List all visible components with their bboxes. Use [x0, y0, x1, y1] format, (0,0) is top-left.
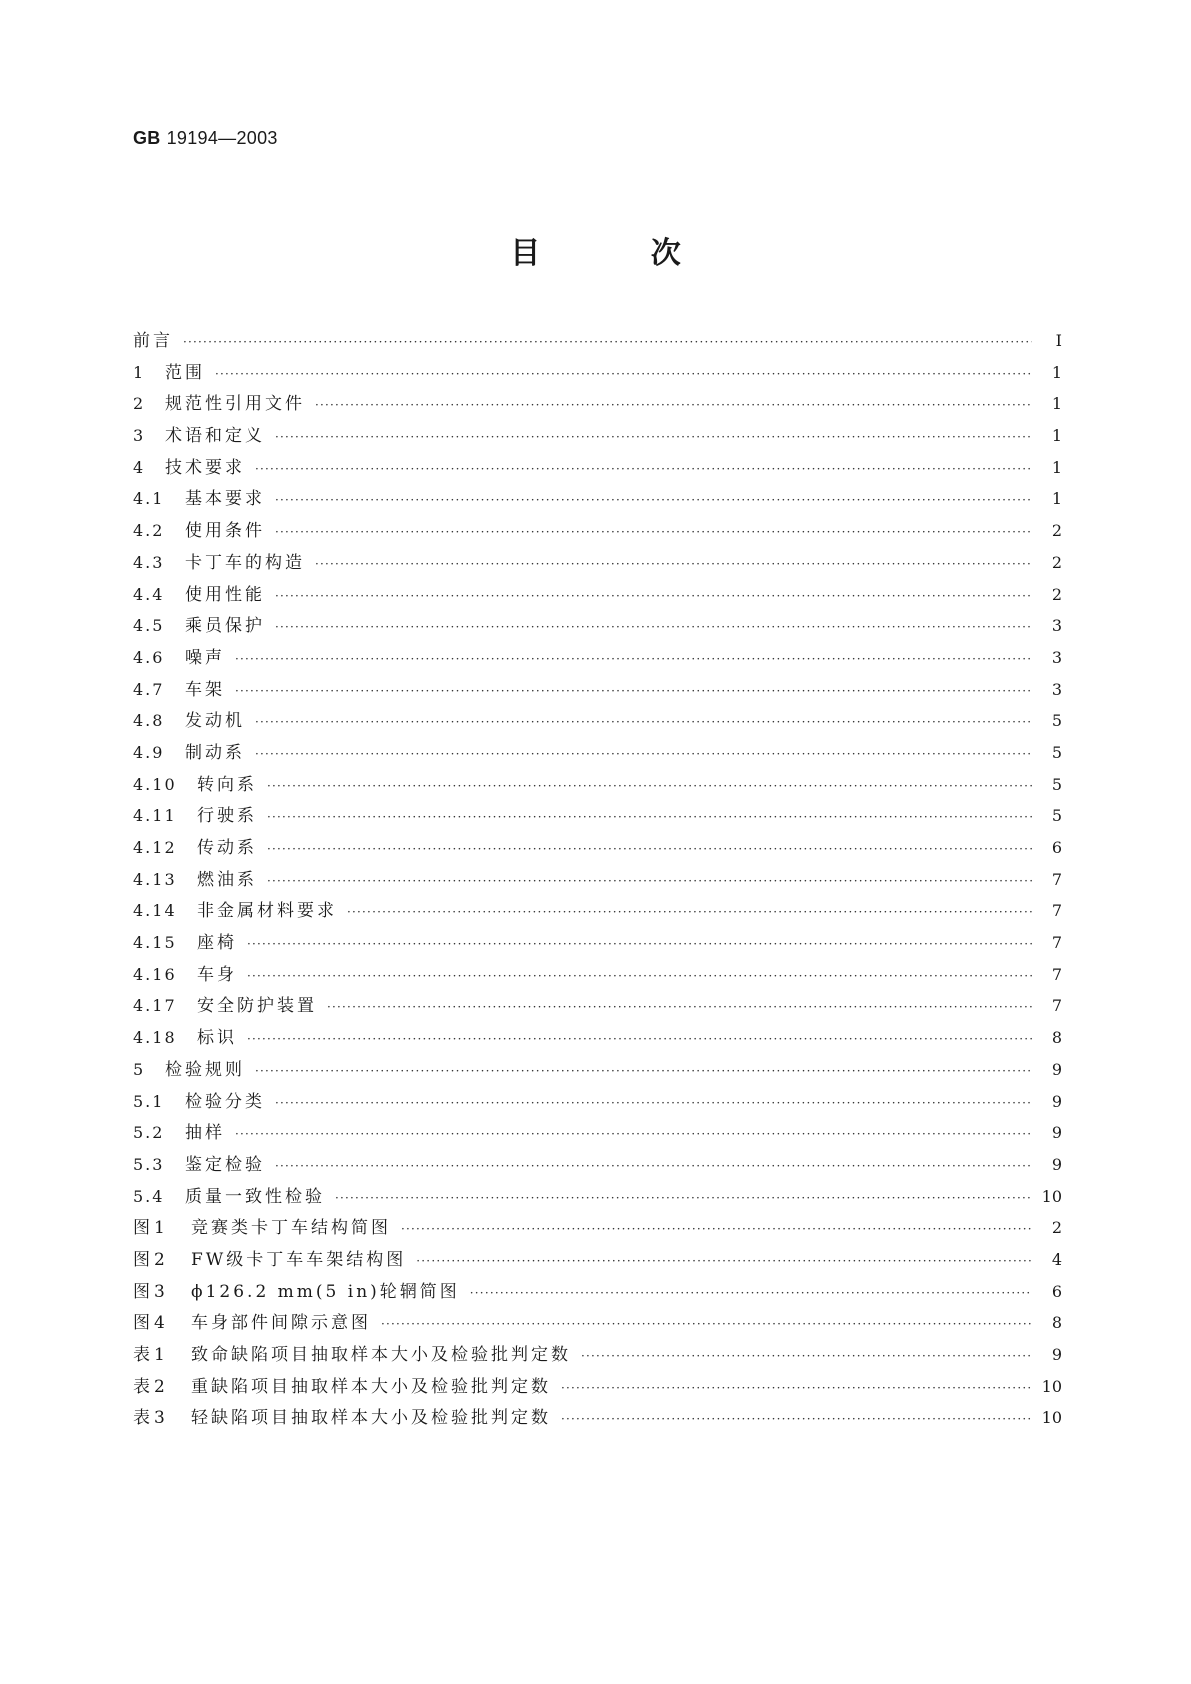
toc-dot-leader [561, 1412, 1032, 1426]
toc-entry[interactable] [133, 770, 1062, 802]
toc-entry-number: 4 [133, 457, 146, 477]
toc-entry[interactable] [133, 421, 1062, 453]
toc-entry-number: 表2 [133, 1376, 169, 1397]
toc-entry-page: 8 [1051, 1028, 1062, 1048]
toc-entry-page: 3 [1051, 679, 1062, 699]
toc-entry-number: 2 [133, 394, 146, 414]
toc-dot-leader [255, 747, 1032, 761]
toc-entry-page: 7 [1051, 996, 1062, 1016]
toc-dot-leader [335, 1191, 1032, 1205]
toc-dot-leader [235, 652, 1032, 666]
toc-entry[interactable] [133, 1372, 1062, 1404]
toc-entry[interactable] [133, 1055, 1062, 1087]
toc-entry[interactable] [133, 453, 1062, 485]
toc-entry-page: 2 [1051, 552, 1062, 572]
toc-entry-label: 转向系 [197, 774, 257, 795]
toc-dot-leader [215, 367, 1032, 381]
toc-entry-label: 非金属材料要求 [197, 901, 337, 922]
toc-dot-leader [315, 398, 1032, 412]
toc-entry-page: 9 [1051, 1345, 1062, 1364]
standard-prefix: GB [133, 128, 161, 148]
toc-entry-label: 噪声 [185, 647, 225, 668]
toc-entry-label: FW级卡丁车车架结构图 [191, 1249, 407, 1270]
toc-entry-label: 鉴定检验 [185, 1154, 265, 1175]
toc-entry[interactable] [133, 1118, 1062, 1150]
toc-entry-page: 9 [1051, 1123, 1062, 1143]
toc-entry[interactable] [133, 1023, 1062, 1055]
toc-entry-number: 4.5 [133, 616, 165, 636]
toc-entry-label: 车架 [185, 679, 225, 700]
toc-dot-leader [581, 1349, 1032, 1363]
toc-entry-number: 表3 [133, 1408, 169, 1429]
toc-dot-leader [267, 842, 1032, 856]
toc-entry-label: 质量一致性检验 [185, 1186, 325, 1207]
toc-entry-page: 2 [1051, 521, 1062, 541]
toc-entry-label: 卡丁车的构造 [185, 552, 305, 573]
toc-entry[interactable] [133, 389, 1062, 421]
toc-dot-leader [235, 684, 1032, 698]
toc-entry-label: 车身部件间隙示意图 [191, 1313, 371, 1334]
toc-entry-page: 10 [1041, 1376, 1062, 1396]
toc-entry-label: 规范性引用文件 [165, 394, 305, 415]
toc-entry-label: 燃油系 [197, 869, 257, 890]
toc-dot-leader [315, 557, 1032, 571]
toc-dot-leader [275, 430, 1032, 444]
toc-entry[interactable] [133, 738, 1062, 770]
toc-dot-leader [235, 1127, 1032, 1141]
toc-entry-number: 4.2 [133, 521, 165, 541]
toc-entry-label: 行驶系 [197, 806, 257, 827]
page-title: 目 次 [510, 236, 731, 271]
toc-entry-label: 传动系 [197, 838, 257, 858]
toc-dot-leader [275, 1159, 1032, 1173]
toc-entry[interactable] [133, 516, 1062, 548]
toc-dot-leader [401, 1222, 1032, 1236]
toc-entry-number: 4.7 [133, 679, 165, 699]
toc-entry-label: 竞赛类卡丁车结构简图 [191, 1218, 391, 1239]
toc-entry-number: 5.3 [133, 1154, 165, 1174]
toc-entry-number: 5.1 [133, 1091, 165, 1111]
toc-entry[interactable] [133, 484, 1062, 516]
toc-entry-label: 标识 [197, 1028, 237, 1049]
toc-entry-number: 4.15 [133, 933, 177, 953]
toc-dot-leader [247, 937, 1032, 951]
toc-entry-page: 7 [1051, 901, 1062, 921]
toc-entry[interactable] [133, 1277, 1062, 1309]
toc-entry-number: 4.11 [133, 806, 177, 826]
toc-dot-leader [255, 1064, 1032, 1078]
toc-entry-page: 1 [1051, 394, 1062, 414]
toc-dot-leader [267, 874, 1032, 888]
toc-dot-leader [275, 1096, 1032, 1110]
toc-entry-number: 4.4 [133, 584, 165, 604]
toc-entry-page: 2 [1051, 1218, 1062, 1238]
toc-entry-page: 3 [1051, 616, 1062, 636]
toc-dot-leader [347, 905, 1032, 919]
toc-entry-number: 3 [133, 426, 146, 446]
toc-entry[interactable] [133, 358, 1062, 390]
toc-entry-label: ϕ126.2 mm(5 in)轮辋简图 [191, 1281, 460, 1302]
toc-entry-number: 4.12 [133, 838, 177, 857]
toc-entry-page: 5 [1051, 742, 1062, 762]
toc-dot-leader [247, 969, 1032, 983]
toc-entry[interactable] [133, 548, 1062, 580]
document-code [133, 128, 278, 149]
toc-entry-number: 4.9 [133, 742, 165, 762]
toc-entry[interactable] [133, 833, 1062, 865]
toc-entry-label: 重缺陷项目抽取样本大小及检验批判定数 [191, 1376, 551, 1397]
toc-entry-label: 基本要求 [185, 489, 265, 510]
toc-entry-label: 制动系 [185, 742, 245, 763]
toc-entry-number: 图4 [133, 1313, 169, 1334]
toc-entry-number: 4.17 [133, 996, 177, 1016]
toc-entry[interactable] [133, 991, 1062, 1023]
toc-entry-page: 7 [1051, 933, 1062, 953]
toc-entry[interactable] [133, 326, 1062, 358]
toc-entry-number: 4.16 [133, 964, 177, 984]
toc-entry-page: 5 [1051, 806, 1062, 826]
toc-entry-page: 4 [1051, 1249, 1062, 1269]
toc-entry-page: 9 [1051, 1059, 1062, 1079]
toc-entry-label: 车身 [197, 964, 237, 985]
toc-entry-label: 乘员保护 [185, 616, 265, 637]
toc-entry[interactable] [133, 643, 1062, 675]
toc-dot-leader [247, 1032, 1032, 1046]
toc-entry-number: 4.8 [133, 711, 165, 731]
table-of-contents [133, 326, 1062, 1435]
toc-entry-label: 前言 [133, 331, 173, 351]
toc-entry-number: 表1 [133, 1345, 169, 1365]
toc-dot-leader [381, 1317, 1032, 1331]
toc-entry-number: 5.4 [133, 1186, 165, 1206]
toc-entry-page: 9 [1051, 1091, 1062, 1111]
toc-entry[interactable] [133, 1245, 1062, 1277]
toc-entry-label: 技术要求 [165, 457, 245, 478]
toc-entry-number: 1 [133, 362, 146, 382]
toc-dot-leader [255, 715, 1032, 729]
toc-entry-number: 图1 [133, 1218, 169, 1239]
toc-entry[interactable] [133, 1340, 1062, 1372]
toc-dot-leader [561, 1381, 1032, 1395]
toc-entry-label: 致命缺陷项目抽取样本大小及检验批判定数 [191, 1345, 571, 1365]
toc-entry[interactable] [133, 960, 1062, 992]
toc-entry-number: 4.3 [133, 552, 165, 572]
toc-entry[interactable] [133, 1308, 1062, 1340]
toc-entry-number: 4.18 [133, 1028, 177, 1048]
toc-entry-page: 5 [1051, 774, 1062, 794]
toc-entry-page: 1 [1051, 457, 1062, 477]
toc-entry-page: 6 [1051, 838, 1062, 857]
toc-entry[interactable] [133, 801, 1062, 833]
toc-entry-page: 7 [1051, 964, 1062, 984]
toc-entry-label: 使用条件 [185, 521, 265, 542]
toc-entry-label: 安全防护装置 [197, 996, 317, 1017]
toc-entry-page: 2 [1051, 584, 1062, 604]
toc-entry-number: 4.13 [133, 869, 177, 889]
toc-entry-page: 7 [1051, 869, 1062, 889]
toc-entry-number: 图2 [133, 1249, 169, 1270]
toc-dot-leader [470, 1286, 1032, 1300]
toc-entry[interactable] [133, 1087, 1062, 1119]
toc-entry-number: 4.6 [133, 647, 165, 667]
toc-entry-label: 术语和定义 [165, 426, 265, 447]
toc-dot-leader [275, 620, 1032, 634]
toc-entry[interactable] [133, 1150, 1062, 1182]
toc-entry[interactable] [133, 928, 1062, 960]
toc-entry[interactable] [133, 1182, 1062, 1214]
toc-entry[interactable] [133, 580, 1062, 612]
toc-entry-label: 轻缺陷项目抽取样本大小及检验批判定数 [191, 1408, 551, 1429]
toc-entry[interactable] [133, 675, 1062, 707]
toc-entry-label: 发动机 [185, 711, 245, 732]
toc-dot-leader [416, 1254, 1032, 1268]
toc-entry-label: 抽样 [185, 1123, 225, 1144]
toc-entry-page: 1 [1051, 362, 1062, 382]
toc-entry-number: 4.14 [133, 901, 177, 921]
toc-entry[interactable] [133, 611, 1062, 643]
toc-entry-page: 3 [1051, 647, 1062, 667]
toc-entry-page: 1 [1051, 489, 1062, 509]
toc-dot-leader [275, 589, 1032, 603]
standard-number: 19194—2003 [166, 128, 278, 148]
toc-entry-page: 1 [1051, 426, 1062, 446]
toc-entry-label: 检验分类 [185, 1091, 265, 1112]
toc-dot-leader [255, 462, 1032, 476]
toc-entry-page: 8 [1051, 1313, 1062, 1333]
toc-dot-leader [275, 493, 1032, 507]
toc-entry[interactable] [133, 706, 1062, 738]
toc-dot-leader [327, 1000, 1032, 1014]
toc-entry-number: 4.1 [133, 489, 165, 509]
toc-entry-number: 5 [133, 1059, 146, 1079]
toc-entry-number: 5.2 [133, 1123, 165, 1143]
toc-entry-label: 使用性能 [185, 584, 265, 605]
toc-entry-label: 范围 [165, 362, 205, 383]
toc-entry-page: 6 [1051, 1281, 1062, 1301]
toc-entry-label: 座椅 [197, 933, 237, 954]
toc-dot-leader [183, 335, 1032, 349]
toc-entry-page: 5 [1051, 711, 1062, 731]
toc-dot-leader [267, 779, 1032, 793]
toc-entry-page: 10 [1041, 1408, 1062, 1428]
toc-entry-page: 9 [1051, 1154, 1062, 1174]
toc-entry[interactable] [133, 865, 1062, 897]
toc-dot-leader [275, 525, 1032, 539]
toc-entry[interactable] [133, 896, 1062, 928]
toc-entry-number: 4.10 [133, 774, 177, 794]
toc-entry[interactable] [133, 1403, 1062, 1435]
toc-dot-leader [267, 810, 1032, 824]
toc-entry-label: 检验规则 [165, 1059, 245, 1080]
toc-entry-page: I [1055, 331, 1062, 350]
toc-entry[interactable] [133, 1213, 1062, 1245]
toc-entry-number: 图3 [133, 1281, 169, 1302]
toc-entry-page: 10 [1041, 1186, 1062, 1206]
